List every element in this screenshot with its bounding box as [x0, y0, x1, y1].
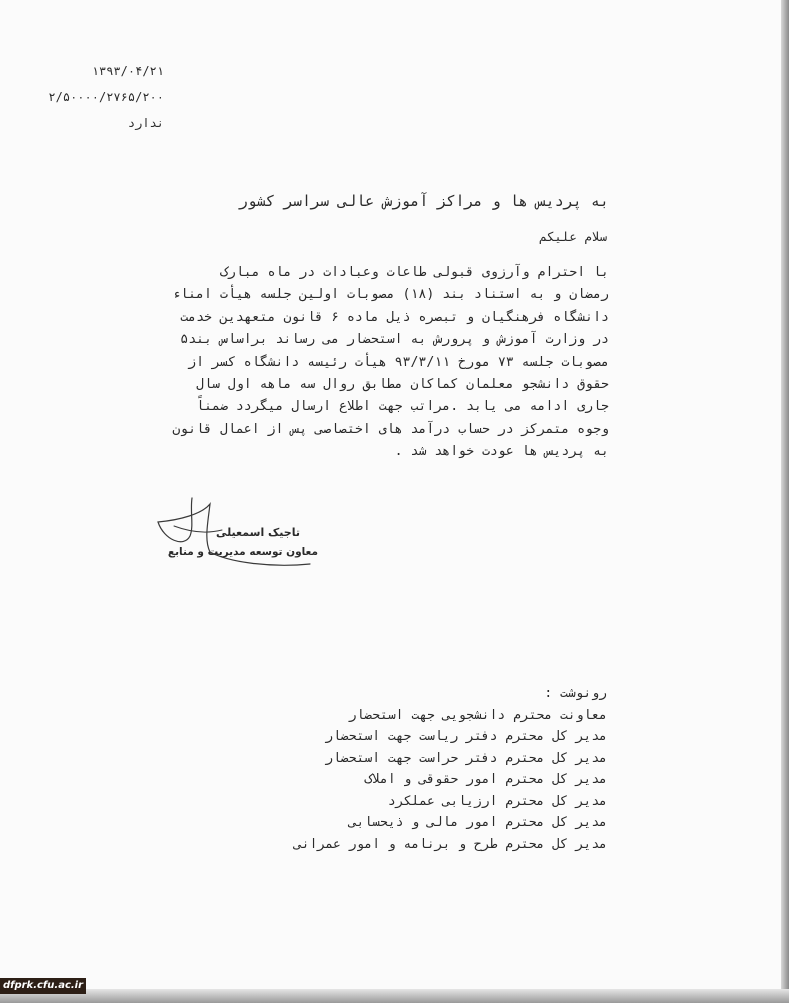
cc-item: مدیر کل محترم دفتر حراست جهت استحضار: [325, 750, 607, 766]
body-line: دانشگاه فرهنگیان و تبصره ذیل ماده ۶ قانون متعهدین خدمت: [180, 309, 609, 325]
signatory-name: تاجیک اسمعیلی: [215, 526, 300, 539]
letter-greeting: سلام علیکم: [539, 229, 607, 244]
cc-list: [157, 683, 607, 855]
letter-attachment: ندارد: [127, 116, 164, 130]
body-line: حقوق دانشجو معلمان کماکان مطابق روال سه ماهه اول سال: [196, 377, 609, 393]
body-line: مصوبات جلسه ۷۳ مورخ ۹۳/۳/۱۱ هیأت رئیسه دانشگاه کسر از: [188, 354, 609, 370]
cc-item: مدیر کل محترم طرح و برنامه و امور عمرانی: [293, 836, 607, 852]
body-line: با احترام وآرزوی قبولی طاعات وعبادات در ماه مبارک: [219, 265, 609, 280]
cc-item: مدیر کل محترم امور حقوقی و املاک: [364, 772, 607, 787]
cc-item: معاونت محترم دانشجویی جهت استحضار: [348, 707, 607, 723]
site-watermark-tag: dfprk.cfu.ac.ir: [0, 978, 86, 994]
cc-item: مدیر کل محترم ارزیابی عملکرد: [387, 793, 607, 809]
scan-edge-bottom: [0, 989, 789, 1003]
letter-recipient: به پردیس ها و مراکز آموزش عالی سراسر کشور: [238, 192, 609, 210]
body-line: وجوه متمرکز در حساب درآمد های اختصاصی پس از اعمال قانون: [172, 421, 609, 437]
signature-block: [150, 492, 330, 584]
letter-number: ۲/۵۰۰۰۰/۲۷۶۵/۲۰۰: [48, 90, 164, 104]
body-line: در وزارت آموزش و پرورش به استحضار می رساند براساس بند۵: [180, 332, 609, 348]
body-line: جاری ادامه می یابد .مراتب جهت اطلاع ارسال میگردد ضمناً: [196, 399, 609, 415]
body-line: به پردیس ها عودت خواهد شد .: [394, 444, 609, 460]
letter-meta: [24, 58, 164, 136]
signatory-title: معاون توسعه مدیریت و منابع: [167, 546, 318, 558]
cc-item: مدیر کل محترم دفتر ریاست جهت استحضار: [325, 729, 607, 744]
body-line: رمضان و به استناد بند (۱۸) مصوبات اولین جلسه هیأت امناء: [172, 287, 609, 303]
letter-body: [49, 262, 609, 464]
cc-title: رونوشت :: [544, 686, 607, 701]
scan-edge-right: [781, 0, 789, 1003]
letter-date: ۱۳۹۳/۰۴/۲۱: [91, 64, 164, 78]
cc-item: مدیر کل محترم امور مالی و ذیحسابی: [348, 815, 607, 830]
